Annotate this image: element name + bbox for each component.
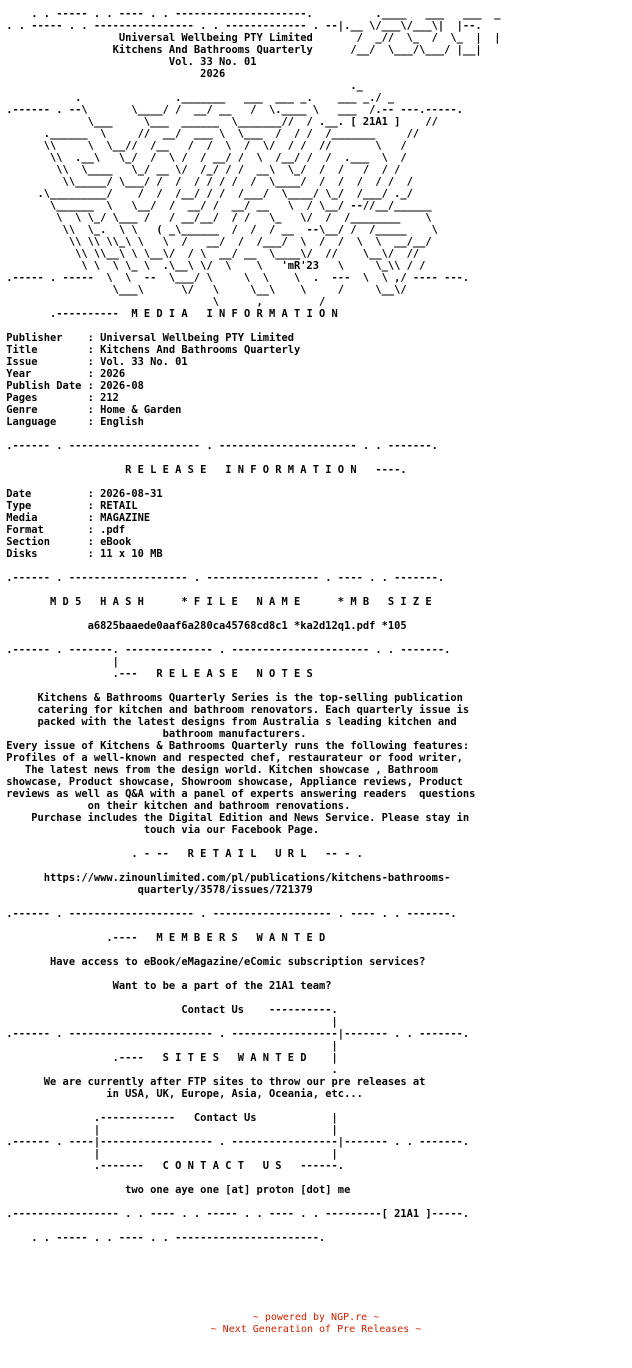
footer-tagline: ~ Next Generation of Pre Releases ~ (210, 1324, 422, 1335)
nfo-text: . . ----- . . ---- . . ---------------------. .____ ___ ___ _ . . ----- . . ---------------- . . ------------- . --|.__ \/___\/___\| |--. Universal Wellbeing PTY Limited / _// \_ / \_ | | Kitchens And Bathrooms Quarterly /__/ \___/\___/ |__| Vol. 33 No. 01 2026 ._ . ._______ ___ ___ _. ___ _./ _ .------ . --\ \____/ / __/ __ / \.____ \ ___ /.-- ---.-----. \___ \___ ______ \_______// / .__. [ 21A1 ] // .______ \ // __/ ___ \ \___ / / / /_______ // \\ \ \__// /__ / / \ / \/ / / // \ / \\ .__\ \_/ / \ / / __/ / \ /__/ / / .___ \ / \\ \____ \_/ __ \/ /_/ / / __\ \_/ / / / / / \\_____/ \___/ / / / / / / / \____/ / / / / / / .\_________/ / / /__/ / / /___/ \____/ \_/ /___/ ._/ \______ \ \__/ / __/ / __/ __ \ / \__/ --//__/______ \ \ \_/ \___ / / __/__/ / / \_ \/ / /________ \ \\ \_. \ \ ( _\______ / / / __ --\__/ / /_____ \ \\ \\ \\_\ \ \ / __/ / /___/ \ / / \ \ __/__/ \\ \\__\ \ \__\/ / \ __/ __ \____\/ // \__\/ // \ \ \ \_ \ .\__\ \/ \ \ 'mR'23 \ \_\\ / / .----- . ----- \ \ -- \___/ \ \ \ \ . --- \ \ ,/ ---- ---. \___\ \/ \ \__\ \ / \__\/ \ , / .---------- M E D I A I N F O R M A T I O N Publisher : Universal Wellbeing PTY Limited Title : Kitchens And Bathrooms Quarterly Issue : Vol. 33 No. 01 Year : 2026 Publish Date : 2026-08 Pages : 212 Genre : Home & Garden Language : English .------ . --------------------- . ---------------------- . . -------. R E L E A S E I N F O R M A T I O N ----. Date : 2026-08-31 Type : RETAIL Media : MAGAZINE Format : .pdf Section : eBook Disks : 11 x 10 MB .------ . ------------------- . ------------------ . ---- . . -------. M D 5 H A S H * F I L E N A M E * M B S I Z E a6825baaede0aaf6a280ca45768cd8c1 *ka2d12q1.pdf *105 .------ . -------. -------------- . ---------------------- . . -------. | .--- R E L E A S E N O T E S Kitchens & Bathrooms Quarterly Series is the top-selling publication catering for kitchen and bathroom renovators. Each quarterly issue is packed with the latest designs from Australia s leading kitchen and bathroom manufacturers. Every issue of Kitchens & Bathrooms Quarterly runs the following features: Profiles of a well-known and respected chef, restaurateur or food writer, The latest news from the design world. Kitchen showcase , Bathroom showcase, Product showcase, Showroom showcase, Appliance reviews, Product reviews as well as Q&A with a panel of experts answering readers questions on their kitchen and bathroom renovations. Purchase includes the Digital Edition and News Service. Please stay in touch via our Facebook Page. . - -- R E T A I L U R L -- - . https://www.zinounlimited.com/pl/publications/kitchens-bathrooms- quarterly/3578/issues/721379 .------ . -------------------- . ------------------- . ---- . . -------. .---- M E M B E R S W A N T E D Have access to eBook/eMagazine/eComic subscription services? Want to be a part of the 21A1 team? Contact Us ----------. | .------ . ----------------------- . -----------------|------- . . -------. | .---- S I T E S W A N T E D | . We are currently after FTP sites to throw our pre releases at in USA, UK, Europe, Asia, Oceania, etc... .------------ Contact Us | | | .------ . ----|------------------ . -----------------|------- . . -------. | | .------- C O N T A C T U S ------. two one aye one [at] proton [dot] me .----------------- . . ---- . . ----- . . ---- . . ---------[ 21A1 ]-----. . . ----- . . ---- . . -----------------------. (6, 8, 501, 1244)
footer-powered-by: ~ powered by NGP.re ~ (252, 1312, 380, 1323)
footer (0, 1312, 632, 1336)
